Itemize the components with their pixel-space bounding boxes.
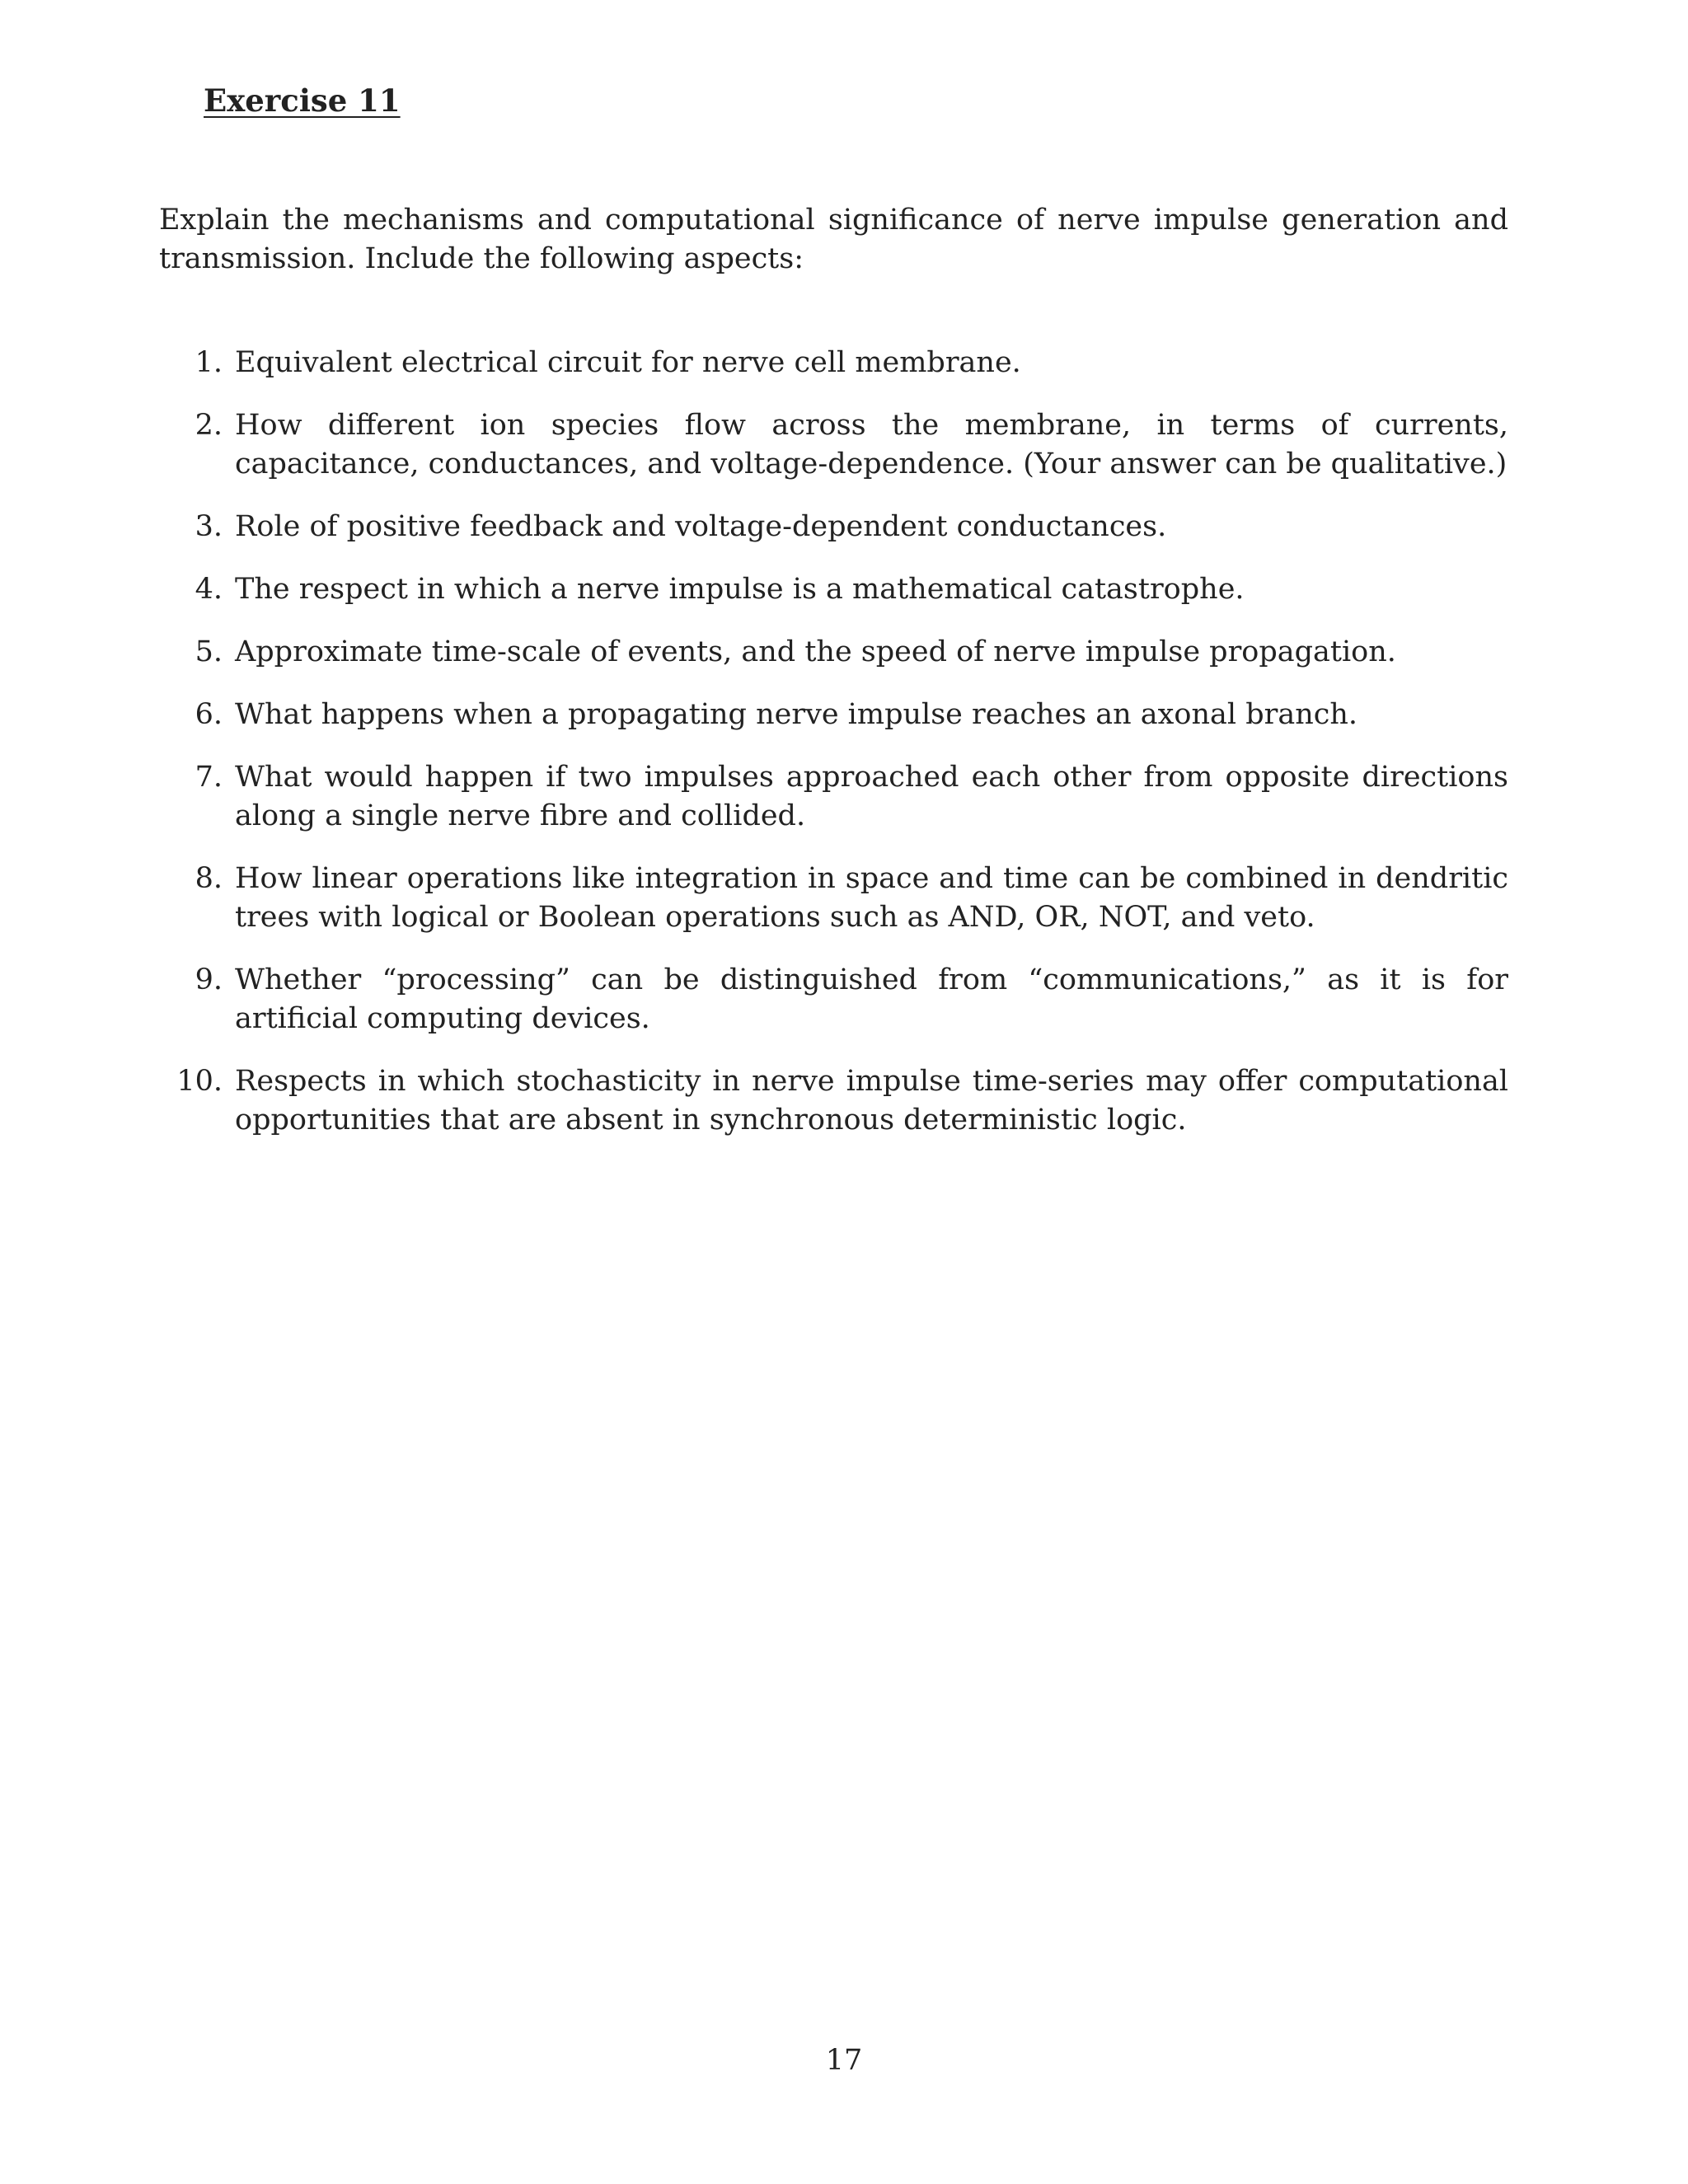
item-number: 7. — [195, 761, 223, 794]
item-text: Respects in which stochasticity in nerve impulse time-series may offer computational opportunities that are absent in synchronous deterministic logic. — [235, 1065, 1508, 1137]
item-text: Role of positive feedback and voltage-dependent conductances. — [235, 510, 1167, 543]
exercise-heading: Exercise 11 — [204, 82, 401, 119]
list-item — [159, 633, 1508, 672]
list-item — [159, 961, 1508, 1038]
question-list — [159, 344, 1508, 1164]
item-text: What happens when a propagating nerve impulse reaches an axonal branch. — [235, 698, 1358, 731]
item-number: 2. — [195, 409, 223, 442]
list-item — [159, 508, 1508, 546]
list-item — [159, 406, 1508, 484]
item-number: 1. — [195, 346, 223, 379]
list-item — [159, 758, 1508, 836]
item-number: 6. — [195, 698, 223, 731]
item-number: 4. — [195, 573, 223, 606]
item-text: The respect in which a nerve impulse is a mathematical catastrophe. — [235, 573, 1245, 606]
item-text: How different ion species flow across the membrane, in terms of currents, capacitance, conductances, and voltage-dependence. (Your answer can be qualitative.) — [235, 409, 1508, 480]
list-item — [159, 570, 1508, 609]
item-number: 10. — [176, 1065, 223, 1098]
item-text: Whether “processing” can be distinguished from “communications,” as it is for artificial computing devices. — [235, 963, 1508, 1035]
list-item — [159, 696, 1508, 734]
item-text: What would happen if two impulses approached each other from opposite directions along a single nerve fibre and collided. — [235, 761, 1508, 832]
item-text: How linear operations like integration in space and time can be combined in dendritic trees with logical or Boolean operations such as AND, OR, NOT, and veto. — [235, 862, 1508, 934]
list-item — [159, 344, 1508, 382]
item-number: 5. — [195, 635, 223, 668]
item-number: 9. — [195, 963, 223, 996]
item-number: 8. — [195, 862, 223, 895]
item-number: 3. — [195, 510, 223, 543]
item-text: Approximate time-scale of events, and the speed of nerve impulse propagation. — [235, 635, 1396, 668]
intro-paragraph: Explain the mechanisms and computational significance of nerve impulse generation and transmission. Include the following aspects: — [159, 204, 1508, 275]
item-text: Equivalent electrical circuit for nerve cell membrane. — [235, 346, 1021, 379]
list-item — [159, 860, 1508, 937]
page-number: 17 — [825, 2044, 863, 2077]
list-item — [159, 1062, 1508, 1140]
